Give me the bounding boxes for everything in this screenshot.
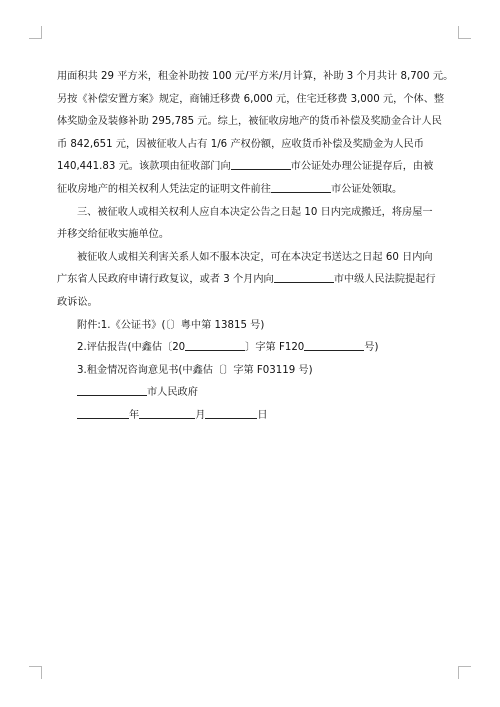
crop-mark-top-left [29, 26, 42, 39]
paragraph-line-3: 体奖励金及装修补助 295,785 元。综上，被征收房地产的货币补偿及奖励金合计人民 [57, 116, 442, 128]
blank-field-report-year [185, 338, 245, 351]
attachment-2-text-b: 〕字第 F120 [245, 342, 305, 354]
paragraph-line-5 [57, 156, 442, 179]
paragraph-line-7: 三、被征收人或相关权利人应自本决定公告之日起 10 日内完成搬迁，将房屋一 [77, 206, 433, 218]
attachment-line-3: 3.租金情况咨询意见书(中鑫估〔〕字第 F03119 号) [77, 364, 313, 376]
blank-field-report-number [304, 338, 364, 351]
blank-field-government-city [77, 383, 147, 396]
paragraph-line-6 [57, 179, 442, 202]
line-6-text-a: 征收房地产的相关权利人凭法定的证明文件前往 [57, 183, 271, 195]
crop-mark-bottom-right [458, 666, 471, 679]
crop-mark-top-right [458, 26, 471, 39]
line-6-text-b: 市公证处领取。 [330, 183, 403, 195]
date-month-label: 月 [195, 409, 206, 421]
line-10-text-a: 广东省人民政府申请行政复议，或者 3 个月内向 [57, 274, 274, 286]
line-5-text-a: 140,441.83 元。该款项由征收部门向 [57, 161, 231, 173]
attachment-line-2 [57, 337, 442, 360]
blank-field-court-city [274, 270, 334, 283]
paragraph-line-8: 并移交给征收实施单位。 [57, 229, 170, 241]
crop-mark-bottom-left [29, 666, 42, 679]
paragraph-line-2: 另按《补偿安置方案》规定，商铺迁移费 6,000 元，住宅迁移费 3,000 元，个体、整 [57, 93, 445, 105]
date-day-label: 日 [257, 409, 268, 421]
blank-field-month [139, 406, 195, 419]
attachment-line-1: 附件:1.《公证书》(〔〕粤中第 13815 号) [77, 319, 265, 331]
signature-government: 市人民政府 [147, 387, 198, 399]
paragraph-line-4: 币 842,651 元，因被征收人占有 1/6 产权份额，应收货币补偿及奖励金为人民币 [57, 138, 424, 150]
blank-field-notary-city [231, 157, 291, 170]
blank-field-collect-city [271, 180, 331, 193]
paragraph-line-1: 用面积共 29 平方米，租金补助按 100 元/平方米/月计算，补助 3 个月共计 8,700 元。 [57, 71, 454, 82]
signature-line [57, 382, 442, 405]
paragraph-line-9: 被征收人或相关利害关系人如不服本决定，可在本决定书送达之日起 60 日内向 [77, 251, 433, 263]
line-5-text-b: 市公证处办理公证提存后，由被 [290, 161, 434, 173]
attachment-2-text-a: 2.评估报告(中鑫估〔20 [77, 342, 186, 354]
date-year-label: 年 [129, 409, 140, 421]
attachment-2-text-c: 号) [364, 342, 379, 354]
date-line [57, 405, 442, 428]
blank-field-year [77, 406, 129, 419]
document-body [57, 66, 454, 428]
paragraph-line-11: 政诉讼。 [57, 296, 98, 308]
paragraph-line-10 [57, 269, 442, 292]
line-10-text-b: 市中级人民法院提起行 [333, 274, 436, 286]
blank-field-day [205, 406, 257, 419]
